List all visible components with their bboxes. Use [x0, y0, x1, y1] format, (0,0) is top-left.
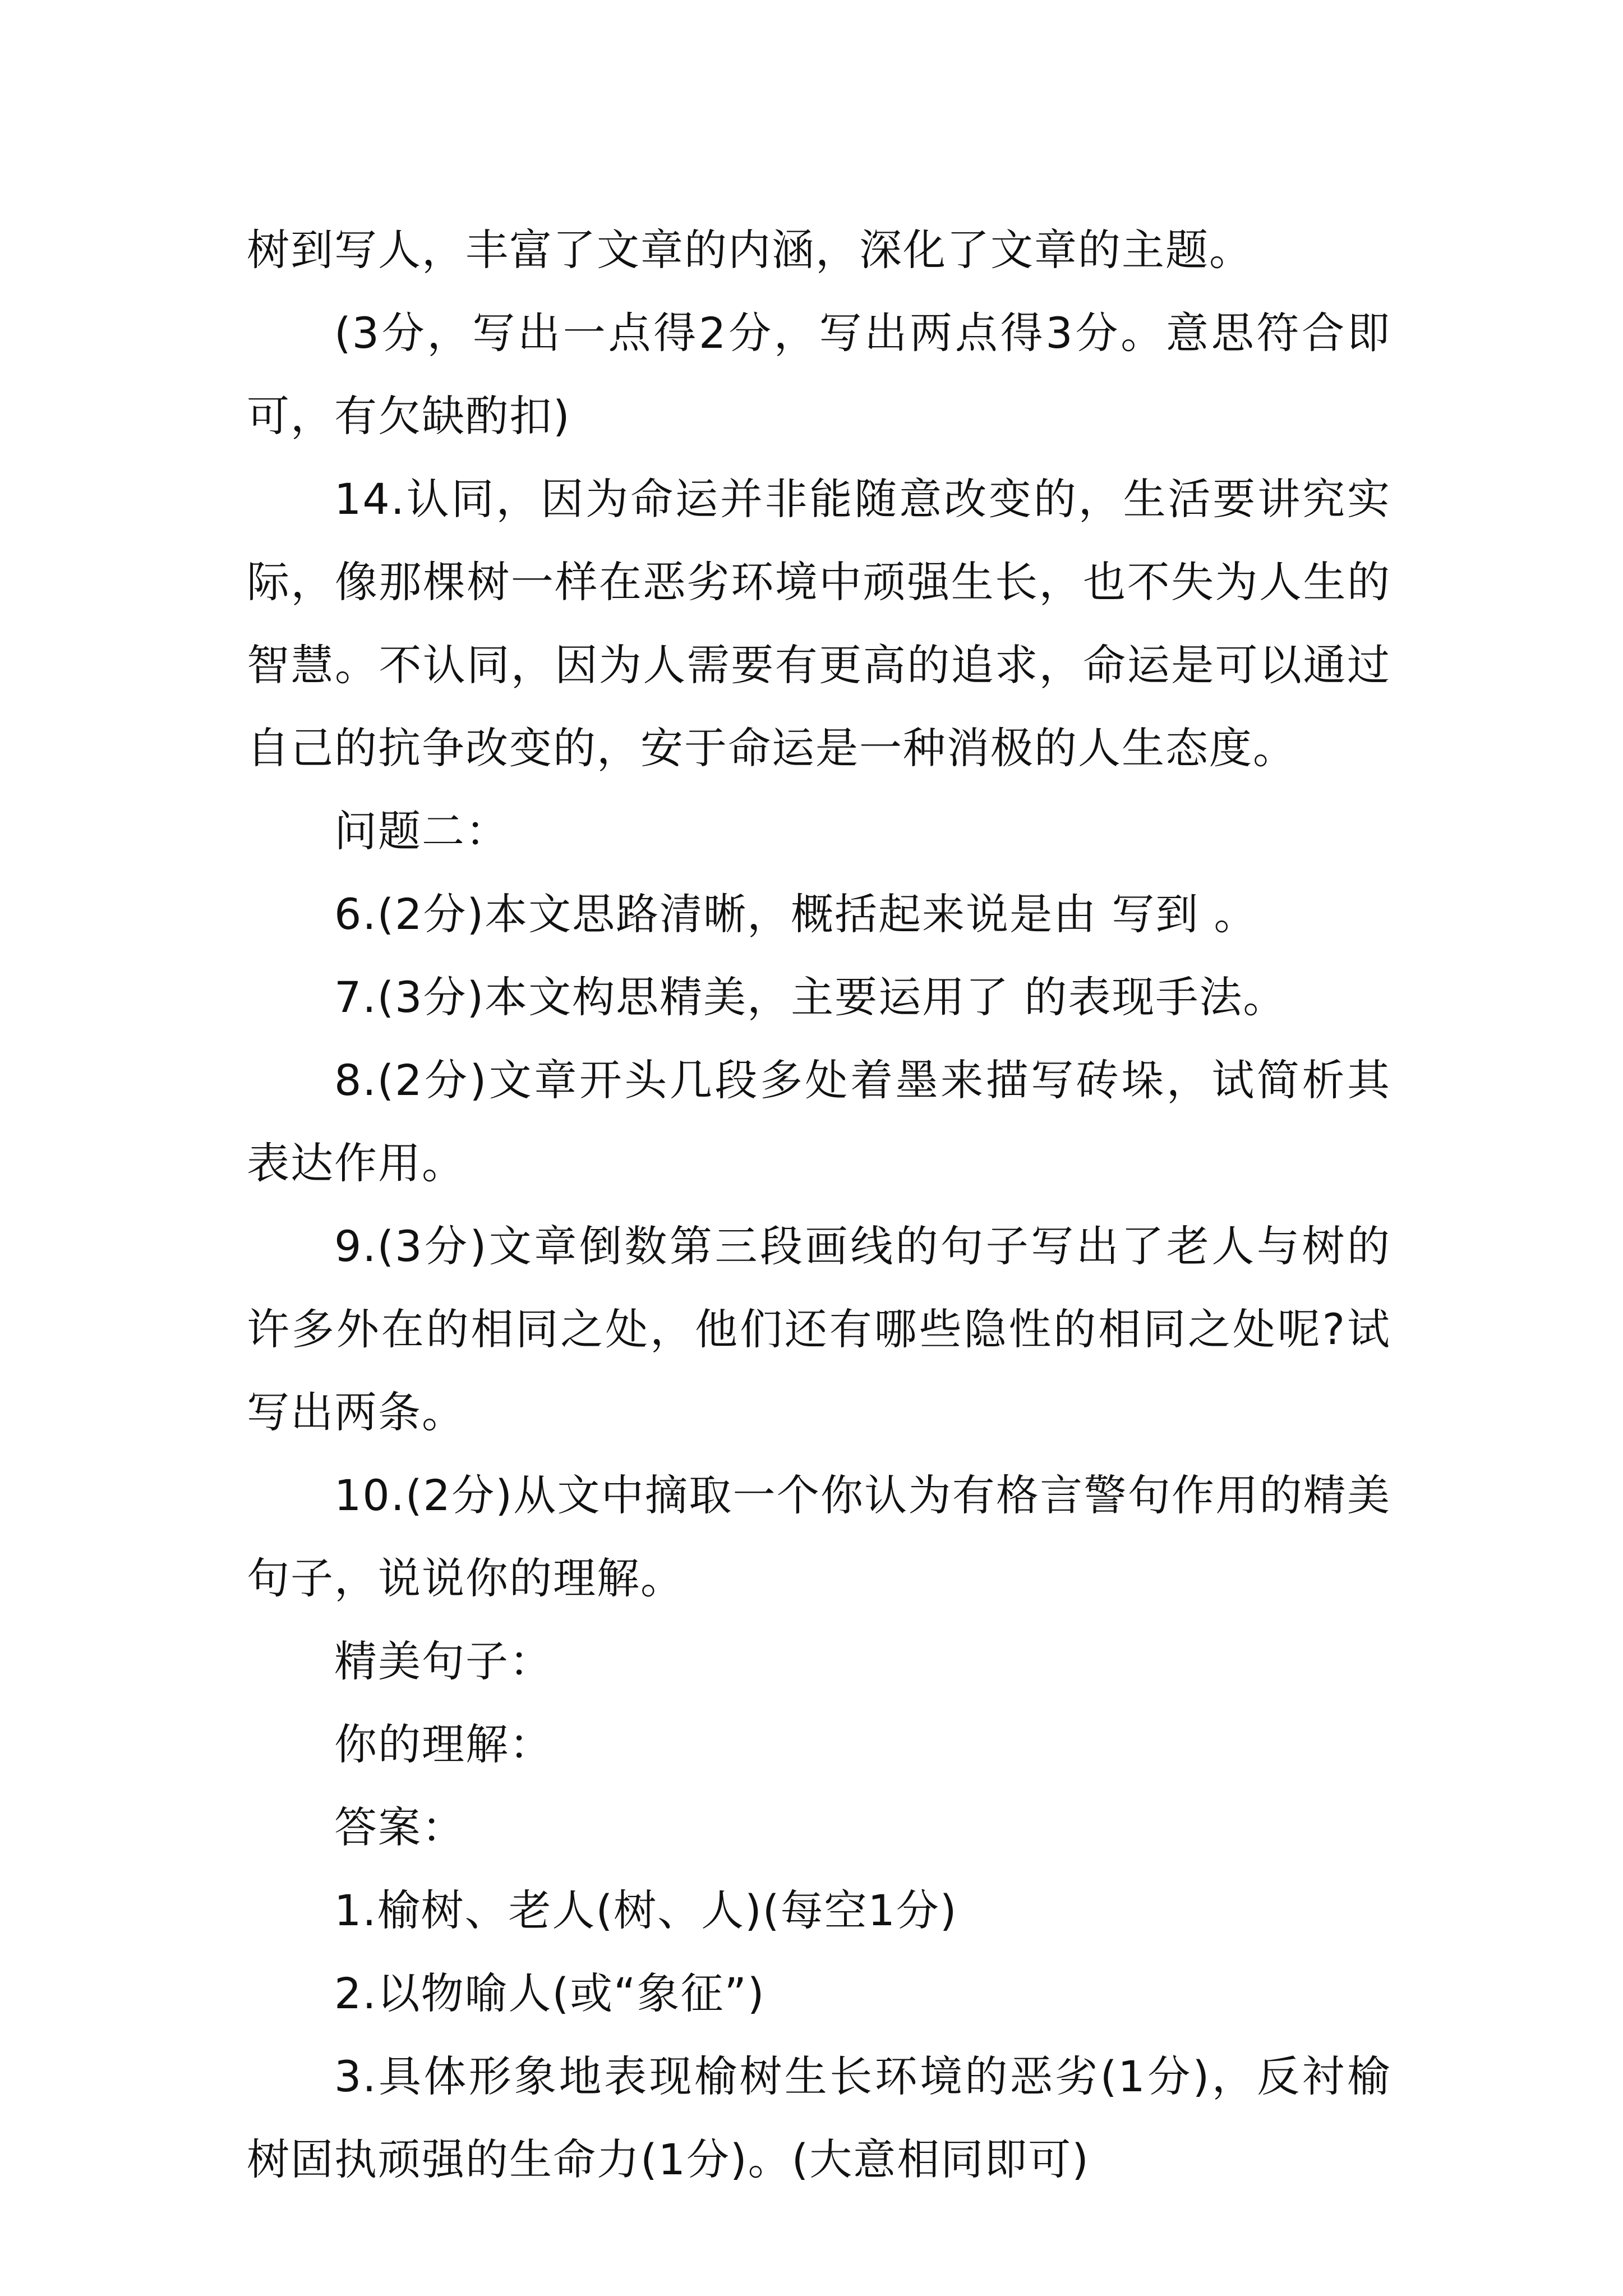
paragraph-question-7: 7.(3分)本文构思精美，主要运用了 的表现手法。: [334, 972, 1287, 1022]
paragraph-fill-understanding: 你的理解：: [334, 1719, 553, 1769]
paragraph-answer-1: 1.榆树、老人(树、人)(每空1分): [334, 1885, 958, 1935]
paragraph-question-10: 10.(2分)从文中摘取一个你认为有格言警句作用的精美句子，说说你的理解。: [247, 1470, 1391, 1603]
paragraph-question-9: 9.(3分)文章倒数第三段画线的句子写出了老人与树的许多外在的相同之处，他们还有哪些隐性的相同之处呢?试写出两条。: [247, 1221, 1391, 1437]
paragraph-question-6: 6.(2分)本文思路清晰，概括起来说是由 写到 。: [334, 889, 1258, 939]
paragraph-answer-3: 3.具体形象地表现榆树生长环境的恶劣(1分)，反衬榆树固执顽强的生命力(1分)。(大意相同即可): [247, 2051, 1391, 2184]
paragraph-question-8: 8.(2分)文章开头几段多处着墨来描写砖垛，试简析其表达作用。: [247, 1055, 1391, 1188]
paragraph-continuation: 树到写人，丰富了文章的内涵，深化了文章的主题。: [247, 225, 1253, 275]
paragraph-answer-2: 2.以物喻人(或“象征”): [334, 1968, 766, 2018]
paragraph-fill-sentence: 精美句子：: [334, 1636, 553, 1686]
document-body: [247, 209, 1391, 2201]
paragraph-section-heading: 问题二：: [334, 806, 509, 856]
paragraph-answers-heading: 答案：: [334, 1802, 465, 1852]
paragraph-scoring-note: (3分，写出一点得2分，写出两点得3分。意思符合即可，有欠缺酌扣): [247, 308, 1391, 441]
paragraph-answer-14: 14.认同，因为命运并非能随意改变的，生活要讲究实际，像那棵树一样在恶劣环境中顽强生长，也不失为人生的智慧。不认同，因为人需要有更高的追求，命运是可以通过自己的抗争改变的，安于命运是一种消极的人生态度。: [247, 474, 1391, 773]
